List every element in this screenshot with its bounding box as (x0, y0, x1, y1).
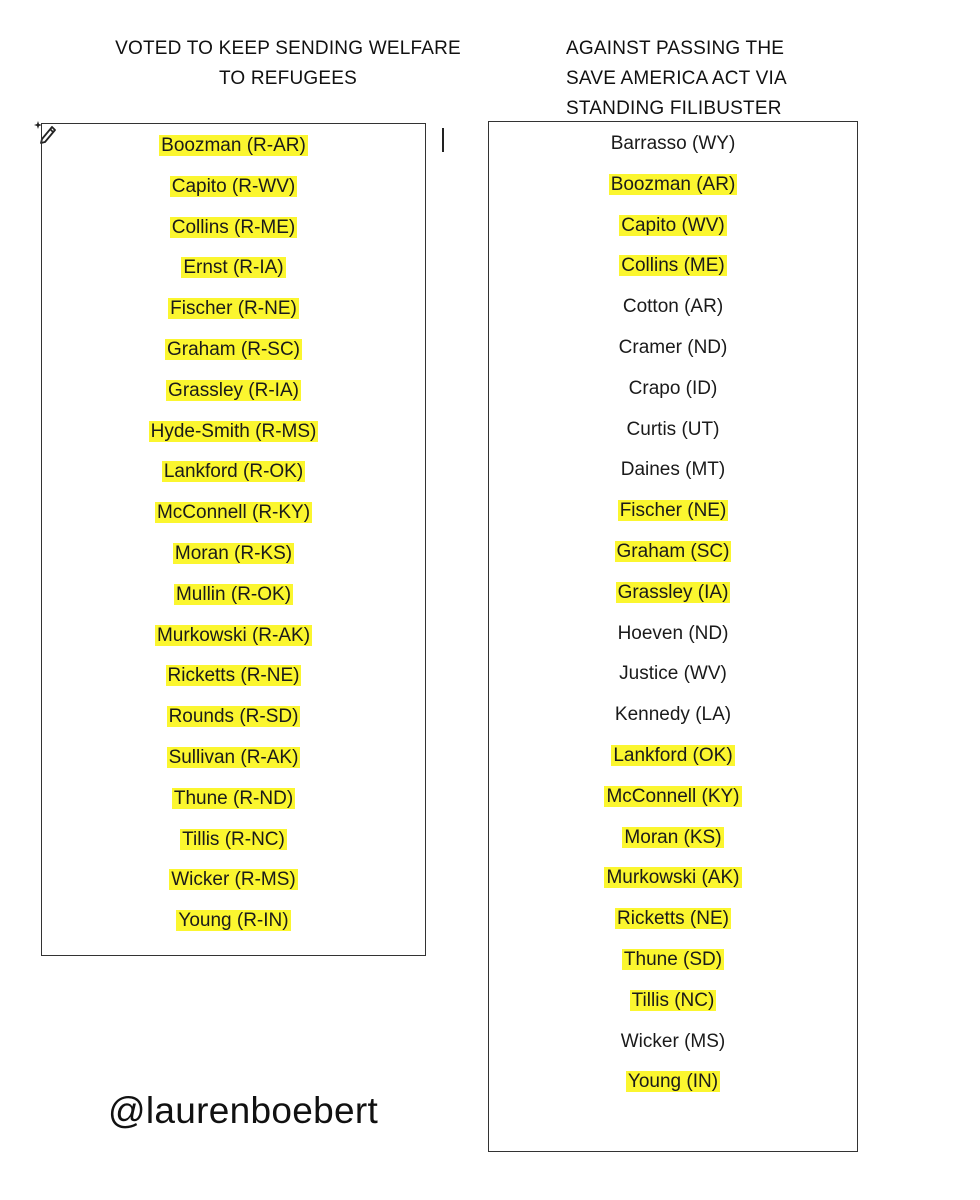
senator-name: McConnell (R-KY) (156, 502, 311, 524)
left-senator-list-box (41, 123, 426, 956)
senator-name: Daines (MT) (620, 459, 726, 481)
list-item (42, 419, 425, 460)
senator-name: Young (R-IN) (178, 910, 289, 932)
senator-name: Tillis (NC) (631, 989, 715, 1011)
list-item (489, 661, 857, 702)
list-item (489, 213, 857, 254)
senator-name: Hyde-Smith (R-MS) (150, 420, 317, 442)
senator-name: Capito (WV) (621, 214, 725, 236)
senator-name: Grassley (R-IA) (168, 379, 299, 401)
left-senator-list (42, 133, 425, 949)
senator-name: Murkowski (R-AK) (156, 624, 311, 646)
list-item (489, 947, 857, 988)
senator-name: Cotton (AR) (622, 296, 724, 318)
list-item (489, 172, 857, 213)
list-item (489, 702, 857, 743)
senator-name: Thune (R-ND) (173, 787, 294, 809)
list-item (489, 457, 857, 498)
left-heading-line-2: TO REFUGEES (218, 68, 358, 89)
list-item (489, 498, 857, 539)
senator-name: Sullivan (R-AK) (168, 746, 299, 768)
list-item (42, 908, 425, 949)
list-item (489, 865, 857, 906)
list-item (42, 215, 425, 256)
senator-name: Boozman (AR) (610, 173, 736, 195)
right-senator-list-box (488, 121, 858, 1152)
list-item (42, 582, 425, 623)
list-item (42, 745, 425, 786)
senator-name: Boozman (R-AR) (161, 135, 306, 156)
list-item (42, 174, 425, 215)
list-item (42, 827, 425, 868)
list-item (489, 580, 857, 621)
list-item (489, 1069, 857, 1110)
list-item (489, 621, 857, 662)
social-handle: @laurenboebert (108, 1090, 379, 1131)
senator-name: Moran (R-KS) (174, 542, 293, 564)
list-item (42, 133, 425, 174)
right-heading-line-1: AGAINST PASSING THE (566, 38, 785, 59)
senator-name: Grassley (IA) (617, 581, 729, 603)
list-item (489, 784, 857, 825)
list-item (489, 131, 857, 172)
list-item (489, 376, 857, 417)
list-item (489, 253, 857, 294)
right-heading-line-3: STANDING FILIBUSTER (566, 98, 782, 119)
senator-name: Young (IN) (627, 1071, 719, 1093)
list-item (489, 417, 857, 458)
senator-name: Fischer (R-NE) (170, 298, 297, 320)
list-item (489, 825, 857, 866)
senator-name: Wicker (R-MS) (171, 869, 296, 891)
senator-name: Wicker (MS) (620, 1030, 726, 1052)
senator-name: Graham (R-SC) (166, 338, 300, 360)
list-item (489, 335, 857, 376)
senator-name: Thune (SD) (623, 948, 723, 970)
text-cursor (442, 128, 444, 152)
list-item (489, 294, 857, 335)
right-heading-line-2: SAVE AMERICA ACT VIA (566, 68, 787, 89)
list-item (489, 906, 857, 947)
senator-name: Murkowski (AK) (606, 867, 740, 889)
right-column-heading (566, 34, 866, 124)
senator-name: Barrasso (WY) (610, 133, 736, 154)
senator-name: Rounds (R-SD) (168, 706, 299, 728)
senator-name: Crapo (ID) (628, 377, 718, 399)
list-item (42, 663, 425, 704)
senator-name: Collins (ME) (621, 255, 725, 277)
list-item (42, 704, 425, 745)
senator-name: Mullin (R-OK) (175, 583, 292, 605)
list-item (42, 786, 425, 827)
senator-name: Curtis (UT) (626, 418, 720, 440)
senator-name: Capito (R-WV) (171, 175, 296, 197)
senator-name: McConnell (KY) (606, 785, 740, 807)
senator-name: Justice (WV) (619, 663, 727, 685)
list-item (42, 296, 425, 337)
left-column-heading (108, 34, 468, 94)
list-item (489, 743, 857, 784)
senator-name: Lankford (R-OK) (163, 461, 304, 483)
list-item (42, 500, 425, 541)
senator-name: Hoeven (ND) (617, 622, 729, 644)
list-item (489, 988, 857, 1029)
senator-name: Lankford (OK) (613, 744, 733, 766)
list-item (42, 378, 425, 419)
senator-name: Moran (KS) (624, 826, 722, 848)
senator-name: Ricketts (NE) (617, 908, 729, 930)
list-item (489, 539, 857, 580)
senator-name: Ernst (R-IA) (183, 257, 284, 279)
list-item (42, 623, 425, 664)
list-item (489, 1029, 857, 1070)
right-senator-list (489, 131, 857, 1110)
list-item (42, 541, 425, 582)
senator-name: Graham (SC) (616, 540, 730, 562)
list-item (42, 459, 425, 500)
list-item (42, 255, 425, 296)
list-item (42, 867, 425, 908)
senator-name: Tillis (R-NC) (182, 828, 285, 850)
senator-name: Kennedy (LA) (614, 704, 732, 726)
senator-name: Fischer (NE) (619, 500, 727, 522)
senator-name: Collins (R-ME) (171, 216, 296, 238)
senator-name: Cramer (ND) (618, 336, 728, 358)
senator-name: Ricketts (R-NE) (167, 665, 300, 687)
left-heading-line-1: VOTED TO KEEP SENDING WELFARE (115, 38, 461, 59)
list-item (42, 337, 425, 378)
